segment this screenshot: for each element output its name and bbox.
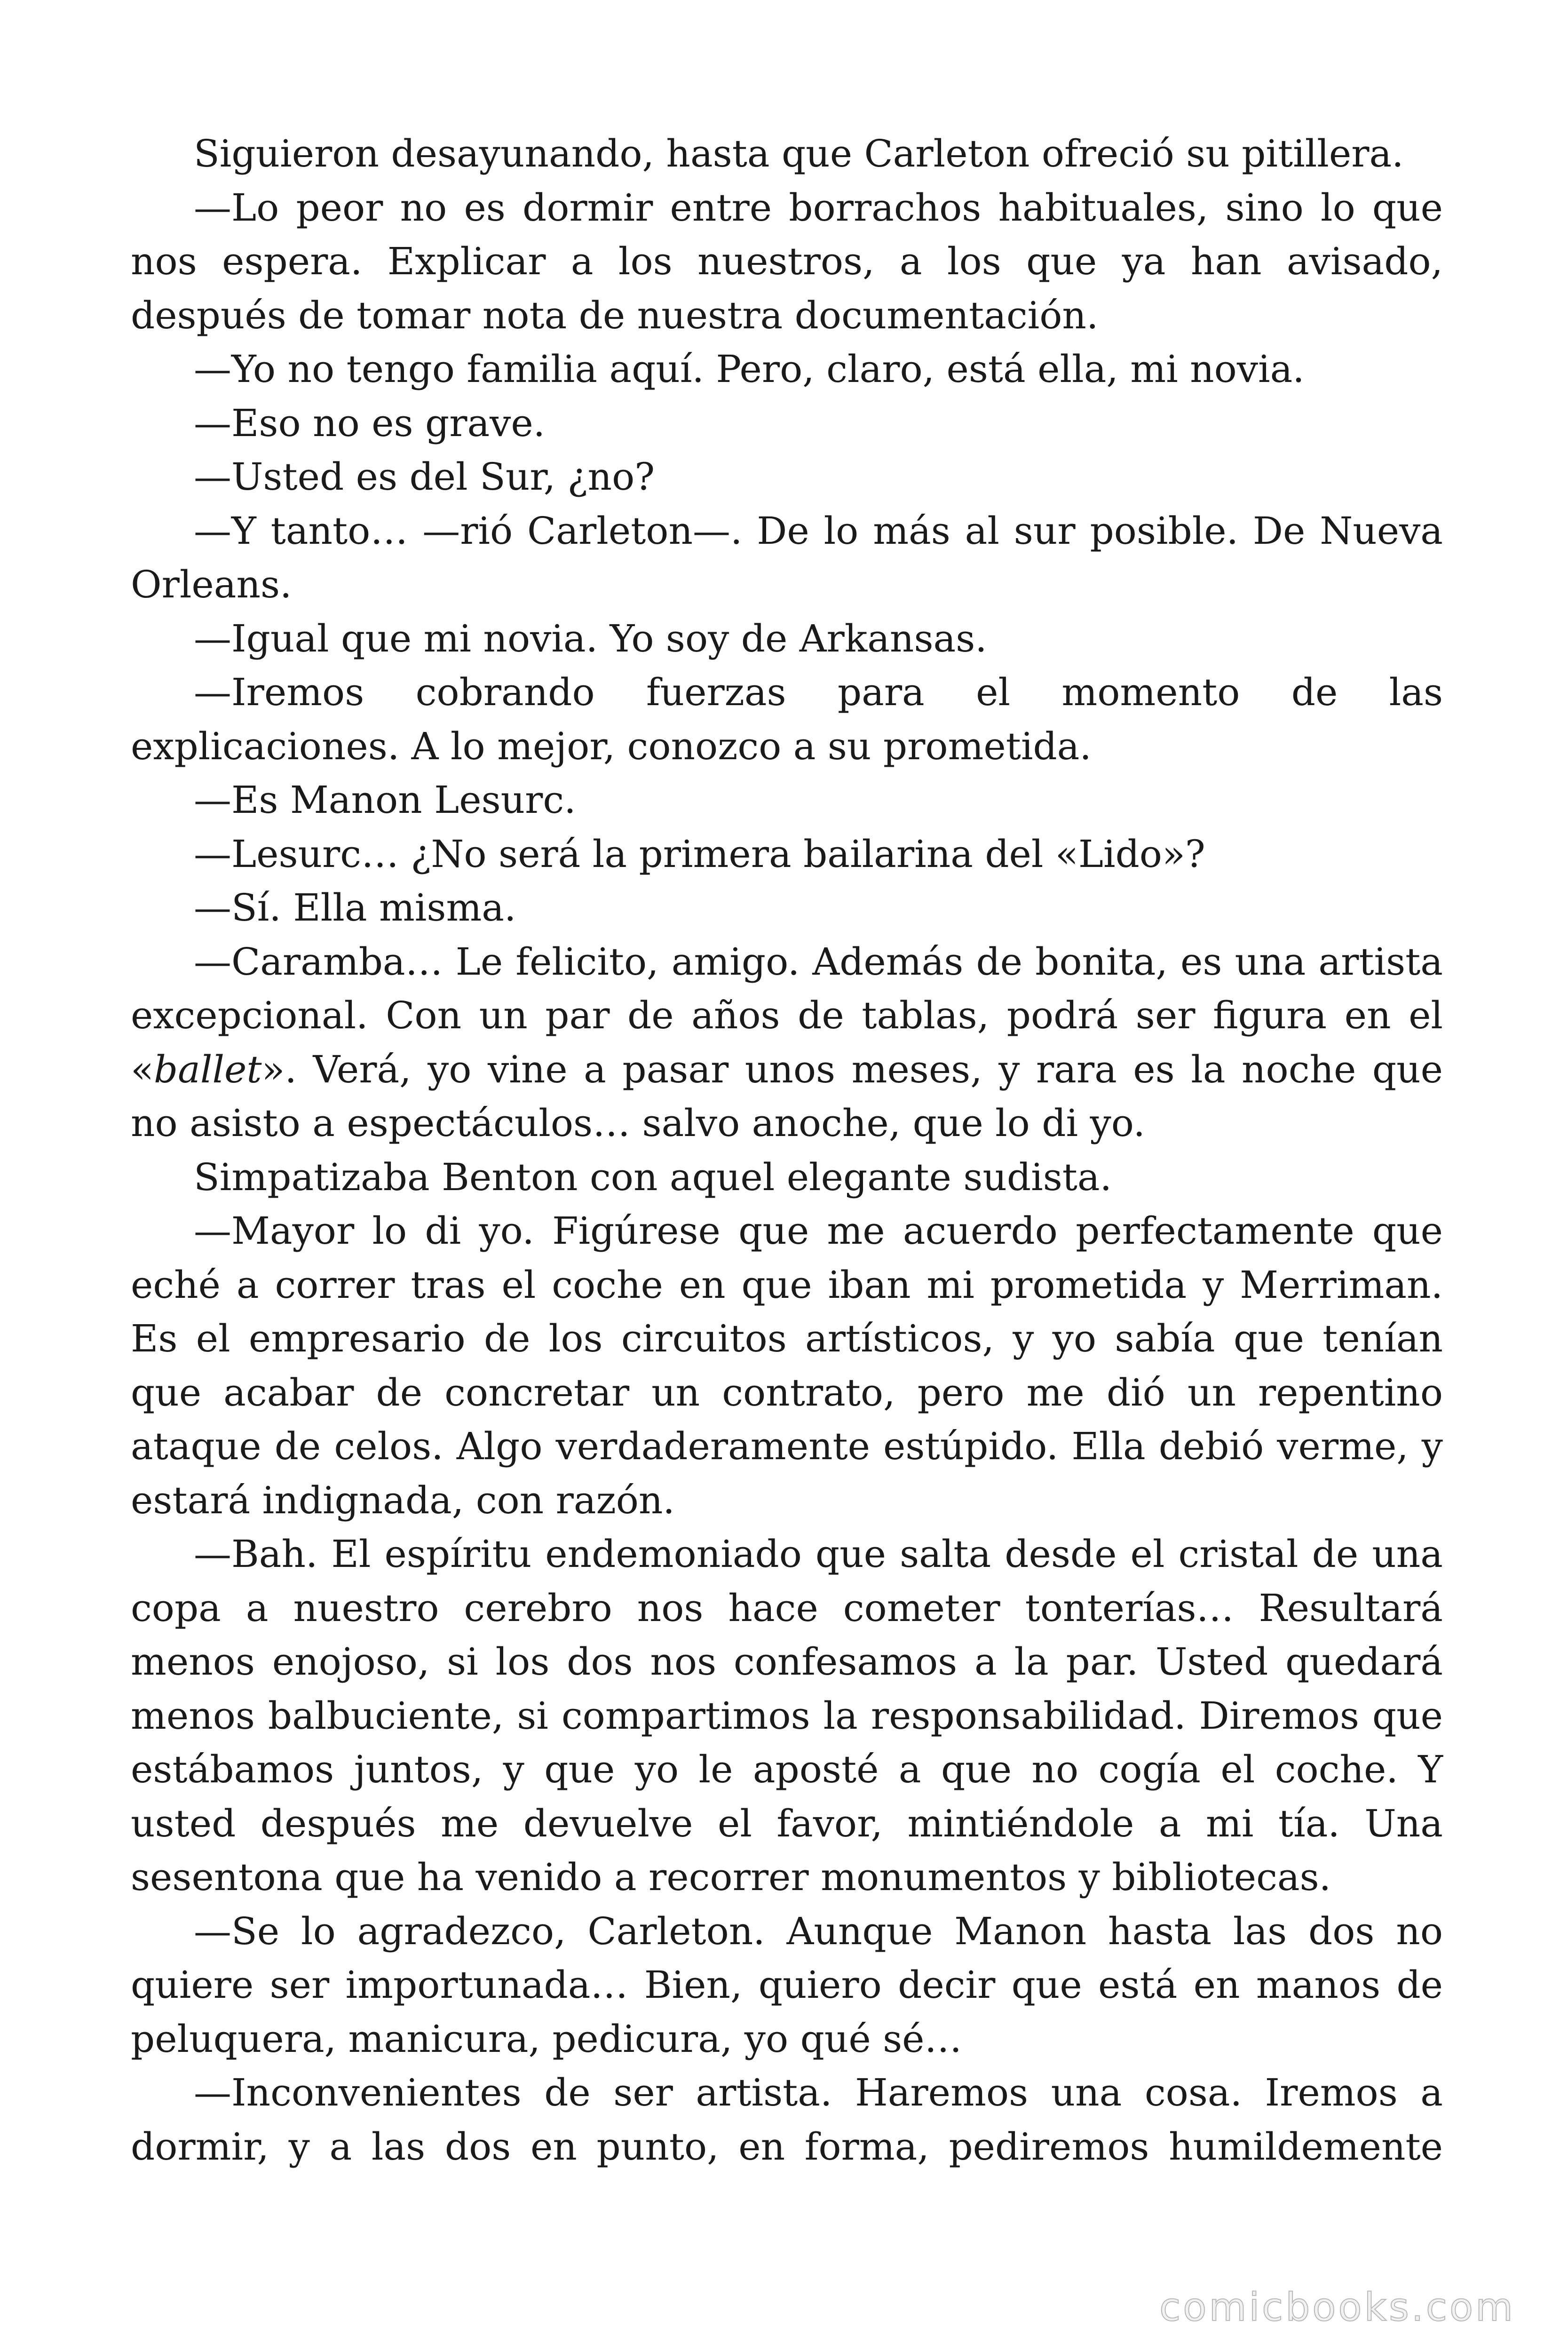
paragraph: Simpatizaba Benton con aquel elegante sudista. (194, 1155, 1112, 1199)
paragraph: —Sí. Ella misma. (194, 886, 516, 930)
paragraph-text-after-italic: ». Verá, yo vine a pasar unos meses, y rara es la noche que no asisto a espectáculos… salvo anoche, que lo di yo. (131, 1047, 1443, 1145)
paragraph: —Usted es del Sur, ¿no? (194, 455, 655, 499)
paragraph-text-before-italic: —Caramba… Le felicito, amigo. Además de bonita, es una artista excepcional. Con un par de años de tablas, podrá ser figura en el « (131, 939, 1443, 1091)
italic-word: ballet (153, 1047, 262, 1091)
paragraph: —Es Manon Lesurc. (194, 778, 576, 822)
paragraph-with-italic (131, 935, 1443, 1151)
watermark: comicbooks.com (1159, 2285, 1515, 2330)
paragraph: —Lesurc… ¿No será la primera bailarina del «Lido»? (194, 832, 1205, 876)
paragraph: —Eso no es grave. (194, 401, 546, 445)
paragraph: —Mayor lo di yo. Figúrese que me acuerdo perfectamente que eché a correr tras el coche en que iban mi prometida y Merriman. Es el empresario de los circuitos artísticos, y yo sabía que tenían que acabar de concretar un contrato, pero me dió un repentino ataque de celos. Algo verdaderamente estúpido. Ella debió verme, y estará indignada, con razón. (131, 1209, 1443, 1522)
paragraph: —Bah. El espíritu endemoniado que salta desde el cristal de una copa a nuestro cerebro nos hace cometer tonterías… Resultará menos enojoso, si los dos nos confesamos a la par. Usted quedará menos balbuciente, si compartimos la responsabilidad. Diremos que estábamos juntos, y que yo le aposté a que no cogía el coche. Y usted después me devuelve el favor, mintiéndole a mi tía. Una sesentona que ha venido a recorrer monumentos y bibliotecas. (131, 1532, 1443, 1899)
paragraph-continues: —Inconvenientes de ser artista. Haremos una cosa. Iremos a dormir, y a las dos en punto, en forma, pediremos humildemente (131, 2071, 1443, 2169)
paragraph: —Y tanto… —rió Carleton—. De lo más al sur posible. De Nueva Orleans. (131, 509, 1443, 606)
paragraph: Siguieron desayunando, hasta que Carleton ofreció su pitillera. (194, 132, 1404, 175)
body-text (131, 127, 1443, 2174)
paragraph: —Iremos cobrando fuerzas para el momento de las explicaciones. A lo mejor, conozco a su prometida. (131, 670, 1443, 768)
paragraph: —Yo no tengo familia aquí. Pero, claro, está ella, mi novia. (194, 347, 1305, 391)
paragraph: —Lo peor no es dormir entre borrachos habituales, sino lo que nos espera. Explicar a los nuestros, a los que ya han avisado, después de tomar nota de nuestra documentación. (131, 185, 1443, 337)
paragraph: —Igual que mi novia. Yo soy de Arkansas. (194, 616, 987, 660)
paragraph: —Se lo agradezco, Carleton. Aunque Manon hasta las dos no quiere ser importunada… Bien, quiero decir que está en manos de peluquera, manicura, pedicura, yo qué sé… (131, 1909, 1443, 2061)
